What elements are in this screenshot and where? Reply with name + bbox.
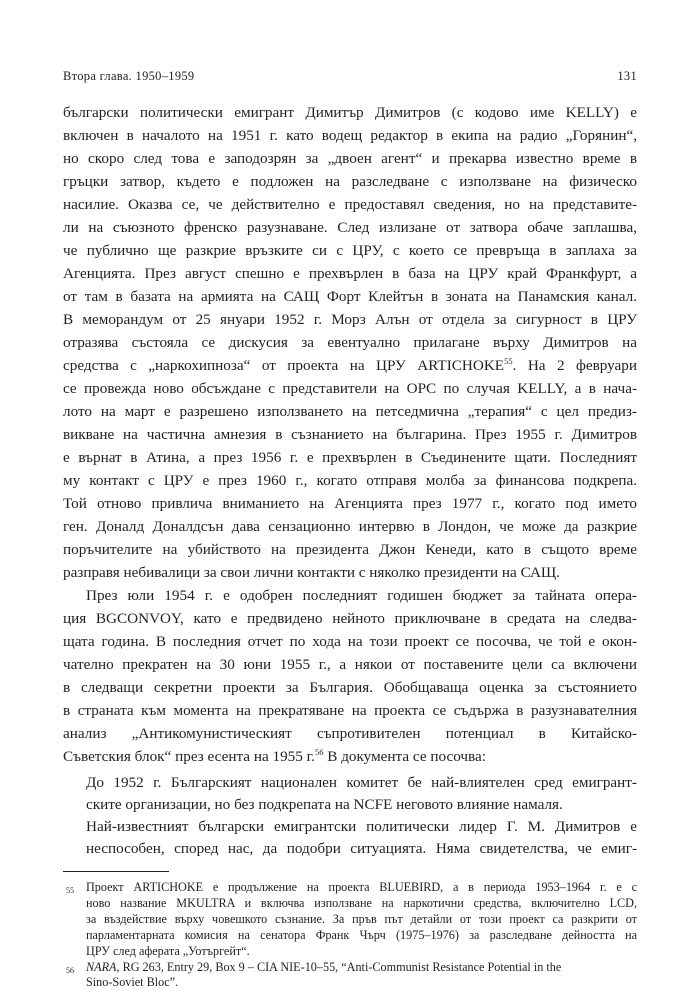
text-span: Съветския блок“ през есента на 1955 г. — [63, 748, 315, 765]
text-line: викване на частична амнезия в съзнанието на българина. През 1955 г. Димитров — [63, 426, 637, 443]
text-line: ген. Доналд Доналдсън дава сензационно интервю в Лондон, че може да разкрие — [63, 518, 637, 535]
footnote-mark: 55 — [66, 886, 74, 895]
text-line: щата година. В последния отчет по хода на този проект се посочва, че той е окон- — [63, 633, 637, 650]
text-line: Агенцията. През август спешно е прехвърлен в база на ЦРУ край Франкфурт, а — [63, 265, 637, 282]
footnote-line — [86, 960, 637, 976]
text-line: в страната към момента на прекратяване на проекта се съдържа в разузнавателния — [63, 702, 637, 719]
text-span: . На 2 февруари — [512, 357, 637, 374]
footnote-ref-55[interactable]: 55 — [504, 355, 513, 366]
text-line: чателно прекратен на 30 юни 1955 г., а някои от поставените цели са включени — [63, 656, 637, 673]
text-line: е върнат в Атина, а през 1956 г. е прехвърлен в Съединените щати. Последният — [63, 449, 637, 466]
text-line — [63, 747, 637, 766]
text-line: гръцки затвор, където е подложен на разследване с използване на физическо — [63, 173, 637, 190]
text-line: лото на март е разрешено използването на петседмична „терапия“ с цел предиз- — [63, 403, 637, 420]
text-line: Той отново привлича вниманието на Агенцията през 1977 г., когато под името — [63, 495, 637, 512]
text-span: средства с „наркохипноза“ от проекта на ЦРУ ARTICHOKE — [63, 357, 505, 374]
footnote-line: ЦРУ след аферата „Уотъргейт“. — [86, 944, 250, 958]
quote-line: неспособен, според нас, да подобри ситуацията. Няма свидетелства, че емиг- — [86, 840, 637, 857]
text-line: включен в началото на 1951 г. като водещ редактор в екипа на радио „Горянин“, — [63, 127, 637, 144]
footnote-rule — [63, 871, 169, 872]
quote-line: Най-известният български емигрантски политически лидер Г. М. Димитров е — [86, 818, 637, 835]
footnote-mark: 56 — [66, 966, 74, 975]
footnote-line: Sino-Soviet Bloc”. — [86, 975, 179, 989]
footnote-line: за въздействие върху човешкото съзнание. За пръв път детайли от този проект са разкрити от — [86, 912, 637, 926]
text-line: български политически емигрант Димитър Димитров (с кодово име KELLY) е — [63, 104, 637, 121]
footnote-line: ново название MKULTRA и включва използване на наркотични средства, включително LCD, — [86, 896, 637, 910]
text-line: През юли 1954 г. е одобрен последният годишен бюджет за тайната опера- — [86, 587, 637, 604]
footnote-line: парламентарната комисия на сенатора Франк Чърч (1975–1976) за разследване дейността на — [86, 928, 637, 942]
text-line: но скоро след това е заподозрян за „двоен агент“ и прекарва известно време в — [63, 150, 637, 167]
text-span: В документа се посочва: — [323, 748, 486, 765]
text-line: насилие. Оказва се, че действително е предоставял сведения, но на представите- — [63, 196, 637, 213]
text-line: от там в базата на армията на САЩ Форт Клейтън в зоната на Панамския канал. — [63, 288, 637, 305]
page-number: 131 — [617, 69, 637, 83]
text-line: в следващи секретни проекти за България. Обобщаваща оценка за състоянието — [63, 679, 637, 696]
quote-line: ските организации, но без подкрепата на NCFE неговото влияние намаля. — [86, 796, 563, 813]
text-line: В меморандум от 25 януари 1952 г. Морз Алън от отдела за сигурност в ЦРУ — [63, 311, 637, 328]
footnote-source: NARA — [86, 960, 117, 974]
footnote-ref-56[interactable]: 56 — [314, 746, 324, 757]
text-line: отразява състояла се дискусия за евентуално прилагане върху Димитров на — [63, 334, 637, 351]
chapter-title: Втора глава. 1950–1959 — [63, 69, 195, 83]
quote-line: До 1952 г. Българският национален комитет бе най-влиятелен сред емигрант- — [86, 774, 637, 791]
text-line: анализ „Антикомунистическият съпротивителен потенциал в Китайско- — [63, 725, 637, 742]
text-line: разправя небивалици за свои лични контакти с няколко президенти на САЩ. — [63, 564, 561, 581]
text-line — [63, 356, 637, 375]
text-line: че публично ще разкрие връзките си с ЦРУ, с което се превръща в заплаха за — [63, 242, 637, 259]
footnote-citation: , RG 263, Entry 29, Box 9 – CIA NIE-10–55, “Anti-Communist Resistance Potential in the — [116, 960, 562, 974]
running-header — [63, 69, 637, 84]
text-line: ли на съюзното френско разузнаване. След излизане от затвора обаче заплашва, — [63, 219, 637, 236]
text-line: поръчителите на убийството на президента Джон Кенеди, като в същото време — [63, 541, 637, 558]
text-line: ция BGCONVOY, като е предвидено нейното приключване в средата на следва- — [63, 610, 637, 627]
text-line: се провежда ново обсъждане с представители на OPC по случая KELLY, а в нача- — [63, 380, 637, 397]
text-line: му контакт с ЦРУ е през 1960 г., когато отправя молба за финансова подкрепа. — [63, 472, 637, 489]
footnote-line: Проект ARTICHOKE е продължение на проекта BLUEBIRD, а в периода 1953–1964 г. е с — [86, 880, 637, 894]
